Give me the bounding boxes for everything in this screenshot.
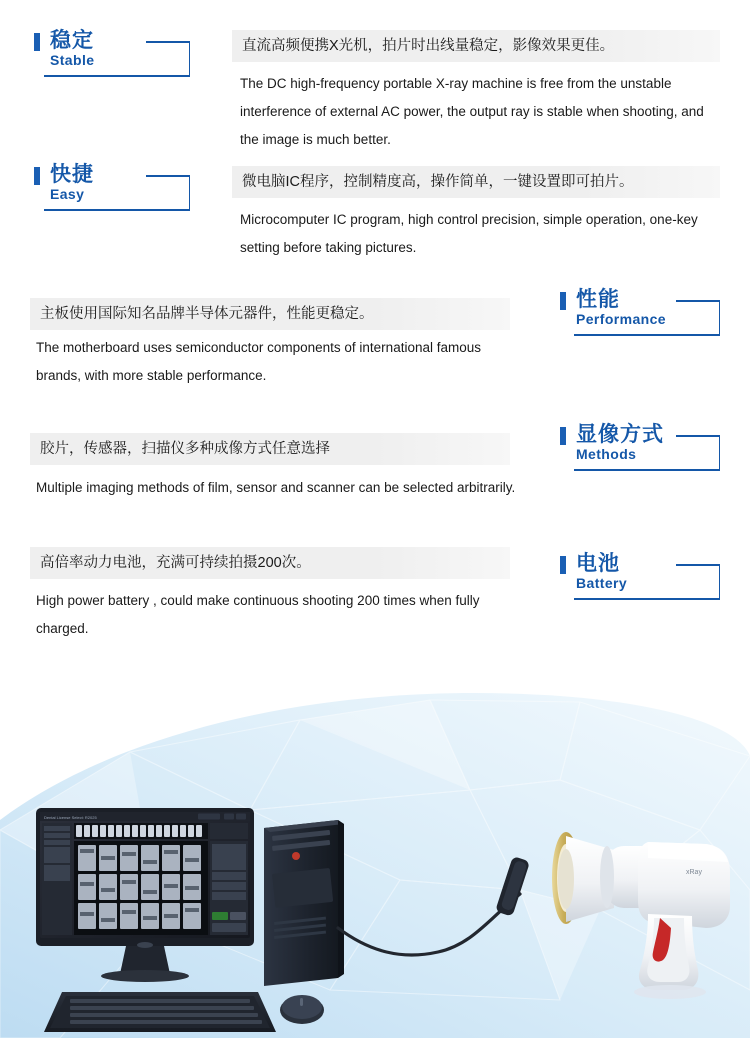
keyboard: [44, 992, 276, 1032]
feature-title-cn: 快捷: [50, 163, 94, 186]
bracket-vertical-line: [189, 41, 191, 77]
accent-bar-icon: [560, 556, 566, 574]
feature-title-en: Performance: [576, 311, 666, 327]
heading-underline: [574, 598, 720, 600]
heading-underline: [44, 209, 190, 211]
statement-easy: 微电脑IC程序，控制精度高，操作简单，一键设置即可拍片。: [232, 166, 720, 198]
bracket-vertical-line: [189, 175, 191, 211]
feature-title-cn: 电池: [576, 552, 620, 575]
feature-heading-battery: [548, 547, 720, 603]
accent-bar-icon: [34, 33, 40, 51]
heading-underline: [574, 469, 720, 471]
paragraph-battery: High power battery , could make continuous shooting 200 times when fully charged.: [36, 593, 480, 636]
accent-bar-icon: [34, 167, 40, 185]
paragraph-performance: The motherboard uses semiconductor components of international famous brands, with more stable performance.: [36, 340, 481, 383]
statement-battery: 高倍率动力电池，充满可持续拍摄200次。: [30, 547, 510, 579]
accent-bar-icon: [560, 427, 566, 445]
svg-text:xRay: xRay: [686, 869, 702, 876]
heading-underline: [44, 75, 190, 77]
paragraph-stable: The DC high-frequency portable X-ray machine is free from the unstable interference of external AC power, the output ray is stable when shooting, and the image is much better.: [240, 76, 704, 147]
bracket-horizontal-line: [146, 41, 190, 43]
feature-title-cn: 显像方式: [576, 423, 664, 446]
feature-heading-stable: [0, 24, 190, 80]
feature-heading-performance: [548, 283, 720, 339]
feature-heading-easy: [0, 158, 190, 214]
feature-title-cn: 稳定: [50, 29, 94, 52]
paragraph-easy: Microcomputer IC program, high control precision, simple operation, one-key setting before taking pictures.: [240, 212, 698, 255]
feature-title-en: Stable: [50, 52, 95, 68]
bracket-horizontal-line: [676, 435, 720, 437]
bracket-horizontal-line: [676, 564, 720, 566]
bracket-vertical-line: [719, 564, 721, 600]
feature-heading-methods: [548, 418, 720, 474]
bracket-vertical-line: [719, 435, 721, 471]
bracket-horizontal-line: [146, 175, 190, 177]
bracket-horizontal-line: [676, 300, 720, 302]
accent-bar-icon: [560, 292, 566, 310]
svg-text:Dental License Select: R2025: Dental License Select: R2025: [44, 815, 97, 820]
mouse: [280, 995, 324, 1024]
heading-underline: [574, 334, 720, 336]
desktop-tower: [264, 820, 344, 986]
statement-performance: 主板使用国际知名品牌半导体元器件，性能更稳定。: [30, 298, 510, 330]
feature-title-en: Methods: [576, 446, 637, 462]
feature-title-en: Easy: [50, 186, 85, 202]
statement-methods: 胶片，传感器，扫描仪多种成像方式任意选择: [30, 433, 510, 465]
paragraph-methods: Multiple imaging methods of film, sensor and scanner can be selected arbitrarily.: [36, 480, 516, 495]
bracket-vertical-line: [719, 300, 721, 336]
feature-title-cn: 性能: [576, 288, 620, 311]
feature-title-en: Battery: [576, 575, 628, 591]
statement-stable: 直流高频便携X光机，拍片时出线量稳定，影像效果更佳。: [232, 30, 720, 62]
product-illustration: [0, 660, 750, 1038]
